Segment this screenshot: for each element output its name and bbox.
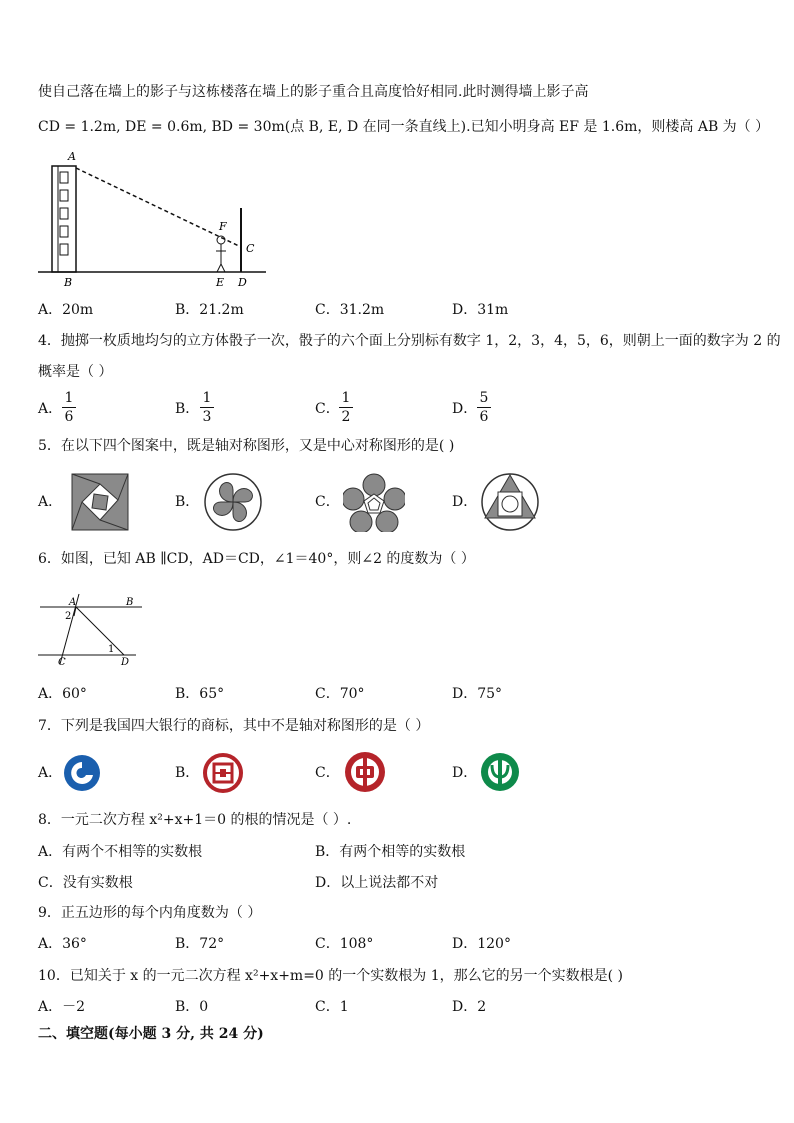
q5-circle-triangle-figure <box>480 472 540 532</box>
q3-label-c: C <box>246 242 255 255</box>
q9-option-c: C．108° <box>315 936 374 952</box>
q4-text-line1: 4．抛掷一枚质地均匀的立方体骰子一次，骰子的六个面上分别标有数字 1，2，3，4，5，6，则朝上一面的数字为 2 的 <box>38 333 781 349</box>
q9-option-d: D．120° <box>452 936 511 952</box>
q4-option-c-den: 2 <box>341 409 351 425</box>
q6-parallel-lines-figure <box>36 590 146 670</box>
q3-label-a: A <box>68 150 76 163</box>
q4-option-a-den: 6 <box>64 409 74 425</box>
q3-option-a: A．20m <box>38 302 94 318</box>
q10-option-d: D．2 <box>452 999 487 1015</box>
q4-option-b-letter: B． <box>175 401 200 417</box>
q6-label-a: A <box>69 597 77 608</box>
q10-text-line1: 10．已知关于 x 的一元二次方程 x²+x+m=0 的一个实数根为 1，那么它的另一个实数根是( ) <box>38 968 624 984</box>
q3-label-b: B <box>64 276 73 289</box>
q6-label-b: B <box>126 597 134 608</box>
q5-option-a-letter: A． <box>38 494 63 510</box>
q4-option-d-letter: D． <box>452 401 478 417</box>
q6-label-angle1: 1 <box>108 644 115 655</box>
section2-title: 二、填空题(每小题 3 分, 共 24 分) <box>38 1026 264 1042</box>
q6-label-c: C <box>58 657 66 668</box>
q3-label-e: E <box>216 276 225 289</box>
q6-text-line1: 6．如图，已知 AB ∥CD，AD＝CD，∠1＝40°，则∠2 的度数为（ ） <box>38 551 475 567</box>
q4-text-line2: 概率是（ ） <box>38 364 113 380</box>
q4-option-a-letter: A． <box>38 401 63 417</box>
q10-option-a: A．－2 <box>38 999 86 1015</box>
q9-text-line1: 9．正五边形的每个内角度数为（ ） <box>38 905 262 921</box>
q4-option-a-fraction <box>62 390 76 425</box>
q6-option-c: C．70° <box>315 686 365 702</box>
q3-label-d: D <box>238 276 247 289</box>
q7-option-d-letter: D． <box>452 765 478 781</box>
q9-option-a: A．36° <box>38 936 87 952</box>
q6-option-d: D．75° <box>452 686 503 702</box>
q5-pentagon-flower-figure <box>343 472 405 532</box>
q7-construction-bank-logo-icon <box>62 753 102 793</box>
q8-option-d: D．以上说法都不对 <box>315 875 439 891</box>
q3-building-figure <box>36 148 271 290</box>
q6-label-angle2: 2 <box>65 611 72 622</box>
q5-square-pinwheel-figure <box>70 470 130 532</box>
q7-option-c-letter: C． <box>315 765 340 781</box>
q8-text-line1: 8．一元二次方程 x²+x+1＝0 的根的情况是（ ）. <box>38 812 352 828</box>
q4-option-b-den: 3 <box>202 409 212 425</box>
q4-option-c-fraction <box>339 390 353 425</box>
q4-option-c-letter: C． <box>315 401 340 417</box>
q3-text-line2: CD = 1.2m, DE = 0.6m, BD = 30m(点 B, E, D 在同一条直线上).已知小明身高 EF 是 1.6m，则楼高 AB 为（ ） <box>38 119 770 135</box>
q9-option-b: B．72° <box>175 936 225 952</box>
q3-option-c: C．31.2m <box>315 302 385 318</box>
q3-option-d: D．31m <box>452 302 509 318</box>
q5-four-petal-figure <box>203 472 263 532</box>
q10-option-c: C．1 <box>315 999 349 1015</box>
q8-option-c: C．没有实数根 <box>38 875 133 891</box>
q5-text-line1: 5．在以下四个图案中，既是轴对称图形，又是中心对称图形的是( ) <box>38 438 455 454</box>
q4-option-d-fraction <box>477 390 491 425</box>
q5-option-b-letter: B． <box>175 494 200 510</box>
q6-option-b: B．65° <box>175 686 225 702</box>
q4-option-a-num: 1 <box>64 390 74 406</box>
q8-option-b: B．有两个相等的实数根 <box>315 844 466 860</box>
q5-option-d-letter: D． <box>452 494 478 510</box>
q6-option-a: A．60° <box>38 686 87 702</box>
q4-option-d-num: 5 <box>479 390 489 406</box>
q7-icbc-logo-icon <box>202 752 244 794</box>
q3-text-line1: 使自己落在墙上的影子与这栋楼落在墙上的影子重合且高度恰好相同.此时测得墙上影子高 <box>38 84 589 100</box>
q8-option-a: A．有两个不相等的实数根 <box>38 844 203 860</box>
q3-label-f: F <box>219 220 227 233</box>
q4-option-d-den: 6 <box>479 409 489 425</box>
q4-option-c-num: 1 <box>341 390 351 406</box>
q5-option-c-letter: C． <box>315 494 340 510</box>
q7-option-a-letter: A． <box>38 765 63 781</box>
q6-label-d: D <box>121 657 130 668</box>
q4-option-b-fraction <box>200 390 214 425</box>
q4-option-b-num: 1 <box>202 390 212 406</box>
q7-option-b-letter: B． <box>175 765 200 781</box>
q7-bank-of-china-logo-icon <box>343 750 387 794</box>
q7-text-line1: 7．下列是我国四大银行的商标，其中不是轴对称图形的是（ ） <box>38 718 430 734</box>
q10-option-b: B．0 <box>175 999 209 1015</box>
q3-option-b: B．21.2m <box>175 302 244 318</box>
q7-agricultural-bank-logo-icon <box>479 751 521 793</box>
